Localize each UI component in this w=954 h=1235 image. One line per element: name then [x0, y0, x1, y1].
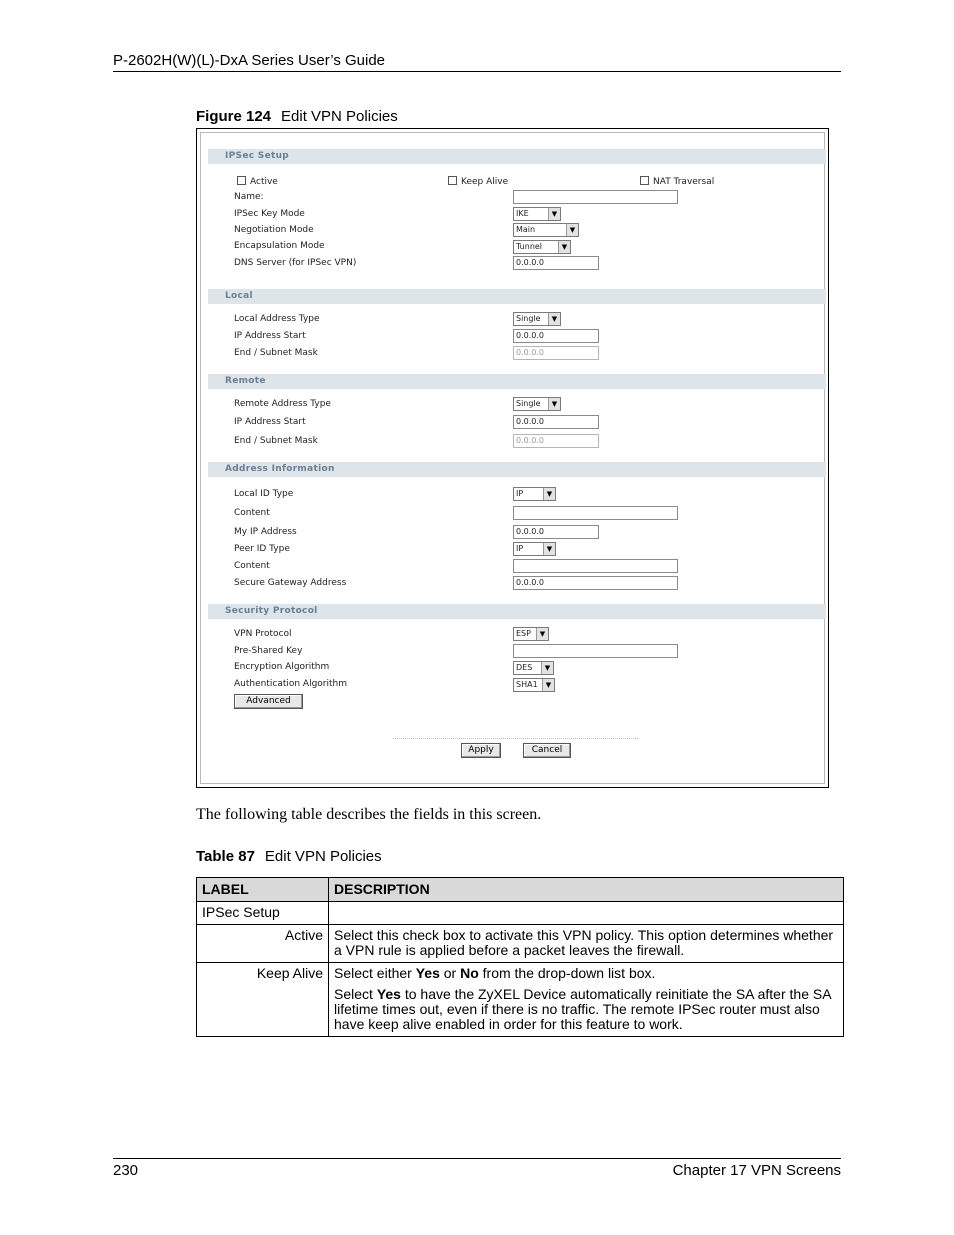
advanced-button[interactable]: Advanced — [234, 694, 303, 709]
content-input-2[interactable] — [513, 559, 678, 573]
authentication-algorithm-select[interactable]: SHA1 ▼ — [513, 678, 555, 692]
local-address-type-label: Local Address Type — [234, 314, 320, 324]
checkbox-icon — [640, 176, 649, 185]
row-description — [329, 963, 844, 1037]
row-label: Keep Alive — [197, 963, 329, 1037]
secure-gateway-input[interactable]: 0.0.0.0 — [513, 576, 678, 590]
vpn-protocol-label: VPN Protocol — [234, 629, 292, 639]
chevron-down-icon: ▼ — [543, 488, 555, 500]
key-mode-select[interactable]: IKE ▼ — [513, 207, 561, 221]
remote-end-input[interactable]: 0.0.0.0 — [513, 434, 599, 448]
key-mode-label: IPSec Key Mode — [234, 209, 305, 219]
local-address-type-select[interactable]: Single ▼ — [513, 312, 561, 326]
chevron-down-icon: ▼ — [541, 662, 553, 674]
running-header: P-2602H(W)(L)-DxA Series User’s Guide — [113, 52, 386, 69]
encryption-algorithm-label: Encryption Algorithm — [234, 662, 330, 672]
separator — [393, 738, 638, 739]
table-caption — [196, 848, 382, 865]
negotiation-mode-select[interactable]: Main ▼ — [513, 223, 579, 237]
local-end-label: End / Subnet Mask — [234, 348, 318, 358]
authentication-algorithm-label: Authentication Algorithm — [234, 679, 348, 689]
table-row — [197, 963, 844, 1037]
local-end-input[interactable]: 0.0.0.0 — [513, 346, 599, 360]
column-header-description: DESCRIPTION — [329, 878, 844, 902]
row-label: Active — [197, 925, 329, 963]
section-ipsec-setup: IPSec Setup — [208, 149, 826, 164]
chapter-title: Chapter 17 VPN Screens — [672, 1162, 841, 1179]
checkbox-icon — [237, 176, 246, 185]
figure-screenshot — [196, 128, 829, 788]
dns-server-input[interactable]: 0.0.0.0 — [513, 256, 599, 270]
footer-rule — [113, 1158, 841, 1159]
chevron-down-icon: ▼ — [548, 313, 560, 325]
remote-address-type-select[interactable]: Single ▼ — [513, 397, 561, 411]
local-id-type-select[interactable]: IP ▼ — [513, 487, 556, 501]
description-paragraph: Select Yes to have the ZyXEL Device automatically reinitiate the SA after the SA lifetime times out, even if there is no traffic. The remote IPSec router must also have keep alive enabled in order for this feature to work. — [334, 986, 831, 1032]
content-label-2: Content — [234, 561, 270, 571]
row-description — [329, 902, 844, 925]
remote-end-label: End / Subnet Mask — [234, 436, 318, 446]
encapsulation-mode-select[interactable]: Tunnel ▼ — [513, 240, 571, 254]
table-header-row — [197, 878, 844, 902]
local-ip-start-label: IP Address Start — [234, 331, 306, 341]
chevron-down-icon: ▼ — [542, 679, 554, 691]
page-number: 230 — [113, 1162, 139, 1179]
vpn-policy-panel — [200, 132, 825, 784]
description-table — [196, 877, 844, 1037]
figure-number: Figure 124 — [196, 108, 272, 125]
chevron-down-icon: ▼ — [548, 208, 560, 220]
figure-caption — [196, 108, 398, 125]
remote-ip-start-input[interactable]: 0.0.0.0 — [513, 415, 599, 429]
column-header-label: LABEL — [197, 878, 329, 902]
section-remote: Remote — [208, 374, 826, 389]
cancel-button[interactable]: Cancel — [523, 743, 571, 758]
my-ip-address-input[interactable]: 0.0.0.0 — [513, 525, 599, 539]
intro-text: The following table describes the fields in this screen. — [196, 806, 542, 823]
local-ip-start-input[interactable]: 0.0.0.0 — [513, 329, 599, 343]
dns-server-label: DNS Server (for IPSec VPN) — [234, 258, 357, 268]
apply-button[interactable]: Apply — [461, 743, 501, 758]
secure-gateway-label: Secure Gateway Address — [234, 578, 347, 588]
table-row — [197, 925, 844, 963]
section-security-protocol: Security Protocol — [208, 604, 826, 619]
checkbox-icon — [448, 176, 457, 185]
chevron-down-icon: ▼ — [566, 224, 578, 236]
pre-shared-key-input[interactable] — [513, 644, 678, 658]
name-input[interactable] — [513, 190, 678, 204]
section-address-information: Address Information — [208, 462, 826, 477]
pre-shared-key-label: Pre-Shared Key — [234, 646, 303, 656]
chevron-down-icon: ▼ — [558, 241, 570, 253]
remote-address-type-label: Remote Address Type — [234, 399, 331, 409]
chevron-down-icon: ▼ — [536, 628, 548, 640]
peer-id-type-select[interactable]: IP ▼ — [513, 542, 556, 556]
section-local: Local — [208, 289, 826, 304]
active-checkbox[interactable]: Active — [237, 176, 278, 187]
remote-ip-start-label: IP Address Start — [234, 417, 306, 427]
keep-alive-checkbox[interactable]: Keep Alive — [448, 176, 508, 187]
name-label: Name: — [234, 192, 264, 202]
my-ip-address-label: My IP Address — [234, 527, 297, 537]
table-title: Edit VPN Policies — [264, 848, 382, 865]
encryption-algorithm-select[interactable]: DES ▼ — [513, 661, 554, 675]
figure-title: Edit VPN Policies — [281, 108, 398, 125]
table-number: Table 87 — [196, 848, 255, 865]
content-label-1: Content — [234, 508, 270, 518]
local-id-type-label: Local ID Type — [234, 489, 294, 499]
chevron-down-icon: ▼ — [548, 398, 560, 410]
table-row — [197, 902, 844, 925]
peer-id-type-label: Peer ID Type — [234, 544, 290, 554]
description-paragraph: Select either Yes or No from the drop-down list box. — [334, 965, 656, 981]
negotiation-mode-label: Negotiation Mode — [234, 225, 314, 235]
nat-traversal-checkbox[interactable]: NAT Traversal — [640, 176, 714, 187]
row-description: Select this check box to activate this VPN policy. This option determines whether a VPN rule is applied before a packet leaves the firewall. — [329, 925, 844, 963]
chevron-down-icon: ▼ — [543, 543, 555, 555]
vpn-protocol-select[interactable]: ESP ▼ — [513, 627, 549, 641]
row-label: IPSec Setup — [197, 902, 329, 925]
content-input-1[interactable] — [513, 506, 678, 520]
encapsulation-mode-label: Encapsulation Mode — [234, 241, 325, 251]
header-rule — [113, 71, 841, 72]
